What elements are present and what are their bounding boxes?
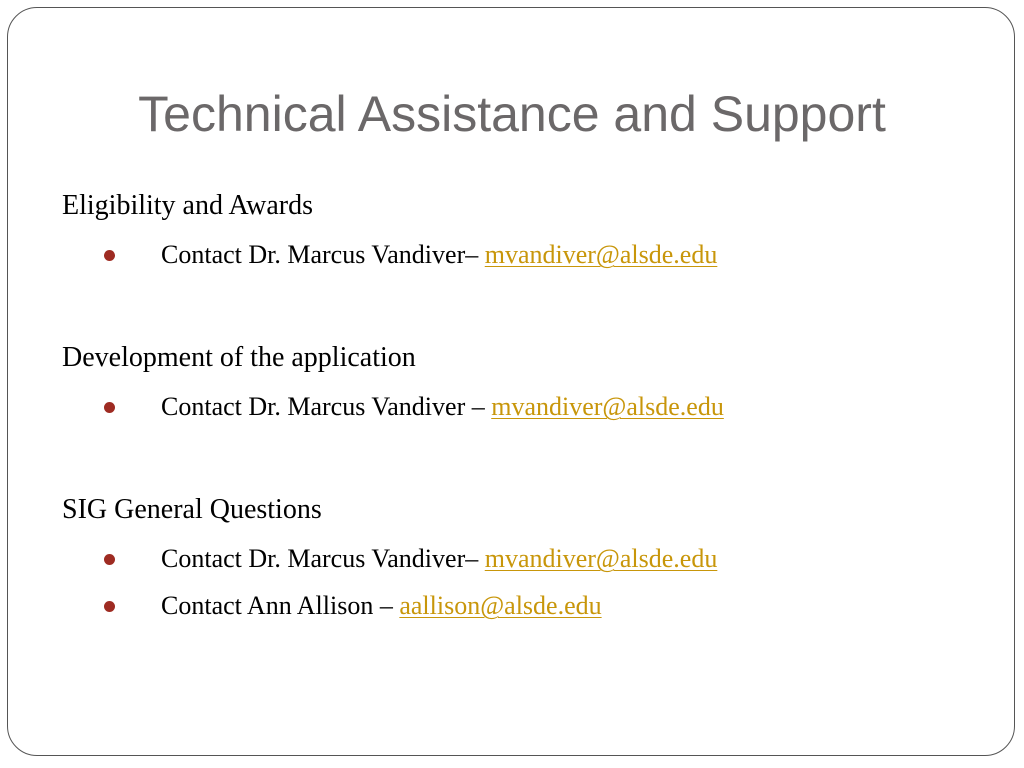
bullet-icon xyxy=(104,402,115,413)
contact-text xyxy=(161,544,717,574)
contact-label: Contact Dr. Marcus Vandiver – xyxy=(161,392,492,421)
contact-label: Contact Dr. Marcus Vandiver– xyxy=(161,544,485,573)
section-heading-development: Development of the application xyxy=(62,342,416,373)
email-link[interactable]: mvandiver@alsde.edu xyxy=(484,544,718,573)
contact-text xyxy=(161,240,717,270)
bullet-icon xyxy=(104,554,115,565)
slide-title: Technical Assistance and Support xyxy=(138,86,886,142)
email-link[interactable]: mvandiver@alsde.edu xyxy=(484,240,718,269)
email-link[interactable]: mvandiver@alsde.edu xyxy=(491,392,724,421)
bullet-icon xyxy=(104,250,115,261)
section-heading-eligibility: Eligibility and Awards xyxy=(62,190,313,221)
email-link[interactable]: aallison@alsde.edu xyxy=(399,591,602,620)
contact-label: Contact Ann Allison – xyxy=(161,591,400,620)
bullet-icon xyxy=(104,601,115,612)
contact-label: Contact Dr. Marcus Vandiver– xyxy=(161,240,485,269)
contact-text xyxy=(161,591,602,621)
section-heading-sig-questions: SIG General Questions xyxy=(62,494,322,525)
contact-text xyxy=(161,392,724,422)
